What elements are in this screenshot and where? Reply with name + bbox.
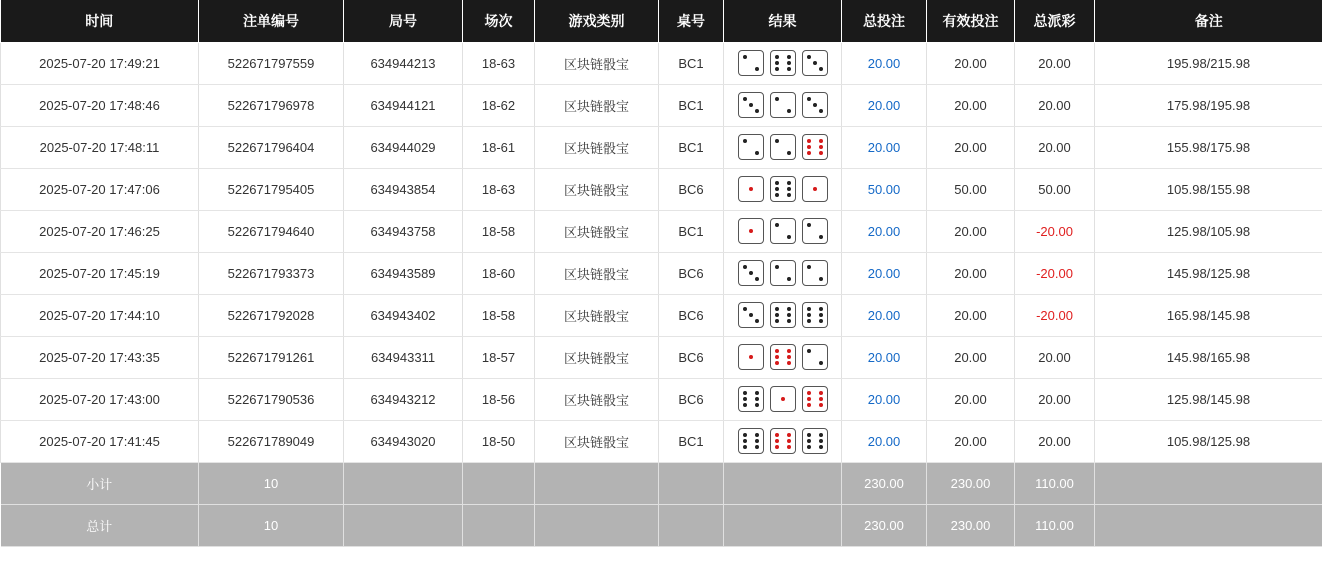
- cell-result-dice: [724, 336, 842, 378]
- cell-table-no: BC1: [659, 42, 724, 84]
- dice-6-icon: [770, 50, 796, 76]
- cell-total-pay: -20.00: [1015, 294, 1095, 336]
- cell-valid-bet: 20.00: [927, 252, 1015, 294]
- column-header-session: 场次: [463, 0, 535, 42]
- cell-round-no: 634943311: [344, 336, 463, 378]
- cell-total-bet: 20.00: [842, 336, 927, 378]
- cell-time: 2025-07-20 17:49:21: [1, 42, 199, 84]
- cell-valid-bet: 50.00: [927, 168, 1015, 210]
- cell-game-type: 区块链骰宝: [535, 42, 659, 84]
- dice-3-icon: [738, 302, 764, 328]
- table-row: [1, 210, 1322, 252]
- summary-count: 10: [199, 462, 344, 504]
- cell-total-bet: 20.00: [842, 84, 927, 126]
- cell-session: 18-57: [463, 336, 535, 378]
- dice-6-icon: [802, 302, 828, 328]
- summary-result: [724, 504, 842, 546]
- cell-session: 18-60: [463, 252, 535, 294]
- cell-round-no: 634944121: [344, 84, 463, 126]
- cell-order-no: 522671790536: [199, 378, 344, 420]
- dice-6-icon: [770, 428, 796, 454]
- cell-time: 2025-07-20 17:43:00: [1, 378, 199, 420]
- cell-time: 2025-07-20 17:47:06: [1, 168, 199, 210]
- cell-round-no: 634944029: [344, 126, 463, 168]
- summary-total-pay: 110.00: [1015, 504, 1095, 546]
- cell-result-dice: [724, 168, 842, 210]
- cell-time: 2025-07-20 17:41:45: [1, 420, 199, 462]
- column-header-game_type: 游戏类别: [535, 0, 659, 42]
- cell-time: 2025-07-20 17:48:11: [1, 126, 199, 168]
- table-row: [1, 336, 1322, 378]
- summary-label: 小计: [1, 462, 199, 504]
- cell-session: 18-56: [463, 378, 535, 420]
- dice-6-icon: [738, 386, 764, 412]
- cell-total-bet: 20.00: [842, 294, 927, 336]
- dice-6-icon: [802, 428, 828, 454]
- summary-valid-bet: 230.00: [927, 504, 1015, 546]
- column-header-table_no: 桌号: [659, 0, 724, 42]
- cell-total-pay: 20.00: [1015, 42, 1095, 84]
- cell-remark: 155.98/175.98: [1095, 126, 1322, 168]
- column-header-remark: 备注: [1095, 0, 1322, 42]
- cell-total-bet: 20.00: [842, 126, 927, 168]
- dice-3-icon: [738, 92, 764, 118]
- summary-table-no: [659, 504, 724, 546]
- cell-result-dice: [724, 126, 842, 168]
- cell-order-no: 522671797559: [199, 42, 344, 84]
- table-header: [1, 0, 1322, 42]
- cell-time: 2025-07-20 17:48:46: [1, 84, 199, 126]
- cell-round-no: 634943854: [344, 168, 463, 210]
- cell-round-no: 634943758: [344, 210, 463, 252]
- cell-table-no: BC1: [659, 420, 724, 462]
- dice-2-icon: [802, 260, 828, 286]
- cell-result-dice: [724, 84, 842, 126]
- cell-session: 18-62: [463, 84, 535, 126]
- cell-valid-bet: 20.00: [927, 210, 1015, 252]
- cell-game-type: 区块链骰宝: [535, 252, 659, 294]
- cell-order-no: 522671793373: [199, 252, 344, 294]
- dice-6-icon: [770, 176, 796, 202]
- dice-3-icon: [738, 260, 764, 286]
- cell-table-no: BC6: [659, 294, 724, 336]
- cell-round-no: 634943020: [344, 420, 463, 462]
- cell-valid-bet: 20.00: [927, 336, 1015, 378]
- cell-total-pay: 20.00: [1015, 126, 1095, 168]
- cell-total-pay: 20.00: [1015, 336, 1095, 378]
- cell-total-pay: 20.00: [1015, 84, 1095, 126]
- table-row: [1, 42, 1322, 84]
- cell-time: 2025-07-20 17:43:35: [1, 336, 199, 378]
- cell-remark: 105.98/125.98: [1095, 420, 1322, 462]
- cell-remark: 125.98/105.98: [1095, 210, 1322, 252]
- cell-order-no: 522671796978: [199, 84, 344, 126]
- cell-remark: 195.98/215.98: [1095, 42, 1322, 84]
- cell-session: 18-50: [463, 420, 535, 462]
- cell-session: 18-61: [463, 126, 535, 168]
- cell-table-no: BC1: [659, 84, 724, 126]
- summary-table-no: [659, 462, 724, 504]
- summary-result: [724, 462, 842, 504]
- column-header-valid_bet: 有效投注: [927, 0, 1015, 42]
- dice-3-icon: [802, 50, 828, 76]
- cell-time: 2025-07-20 17:45:19: [1, 252, 199, 294]
- cell-order-no: 522671791261: [199, 336, 344, 378]
- cell-valid-bet: 20.00: [927, 420, 1015, 462]
- cell-time: 2025-07-20 17:44:10: [1, 294, 199, 336]
- cell-order-no: 522671795405: [199, 168, 344, 210]
- cell-round-no: 634943589: [344, 252, 463, 294]
- cell-total-bet: 50.00: [842, 168, 927, 210]
- column-header-order_no: 注单编号: [199, 0, 344, 42]
- summary-game-type: [535, 462, 659, 504]
- cell-remark: 145.98/165.98: [1095, 336, 1322, 378]
- table-row: [1, 378, 1322, 420]
- column-header-total_bet: 总投注: [842, 0, 927, 42]
- cell-table-no: BC1: [659, 126, 724, 168]
- summary-round-no: [344, 462, 463, 504]
- cell-remark: 165.98/145.98: [1095, 294, 1322, 336]
- summary-session: [463, 462, 535, 504]
- dice-6-icon: [802, 134, 828, 160]
- summary-total-bet: 230.00: [842, 462, 927, 504]
- table-row: [1, 126, 1322, 168]
- cell-session: 18-58: [463, 294, 535, 336]
- dice-3-icon: [802, 92, 828, 118]
- cell-time: 2025-07-20 17:46:25: [1, 210, 199, 252]
- dice-6-icon: [770, 302, 796, 328]
- column-header-round_no: 局号: [344, 0, 463, 42]
- dice-2-icon: [738, 134, 764, 160]
- cell-result-dice: [724, 294, 842, 336]
- summary-remark: [1095, 462, 1322, 504]
- cell-total-bet: 20.00: [842, 42, 927, 84]
- cell-game-type: 区块链骰宝: [535, 84, 659, 126]
- cell-valid-bet: 20.00: [927, 42, 1015, 84]
- dice-2-icon: [770, 218, 796, 244]
- cell-remark: 145.98/125.98: [1095, 252, 1322, 294]
- cell-valid-bet: 20.00: [927, 294, 1015, 336]
- cell-valid-bet: 20.00: [927, 378, 1015, 420]
- cell-session: 18-58: [463, 210, 535, 252]
- cell-total-bet: 20.00: [842, 252, 927, 294]
- cell-round-no: 634943212: [344, 378, 463, 420]
- cell-table-no: BC6: [659, 378, 724, 420]
- summary-count: 10: [199, 504, 344, 546]
- cell-round-no: 634943402: [344, 294, 463, 336]
- cell-session: 18-63: [463, 42, 535, 84]
- dice-2-icon: [802, 344, 828, 370]
- cell-total-pay: -20.00: [1015, 210, 1095, 252]
- summary-total-pay: 110.00: [1015, 462, 1095, 504]
- table-row: [1, 294, 1322, 336]
- cell-remark: 105.98/155.98: [1095, 168, 1322, 210]
- cell-table-no: BC1: [659, 210, 724, 252]
- cell-game-type: 区块链骰宝: [535, 210, 659, 252]
- cell-remark: 125.98/145.98: [1095, 378, 1322, 420]
- dice-2-icon: [770, 134, 796, 160]
- cell-result-dice: [724, 252, 842, 294]
- table-row: [1, 252, 1322, 294]
- column-header-time: 时间: [1, 0, 199, 42]
- cell-game-type: 区块链骰宝: [535, 168, 659, 210]
- dice-1-icon: [770, 386, 796, 412]
- cell-total-bet: 20.00: [842, 420, 927, 462]
- cell-table-no: BC6: [659, 336, 724, 378]
- dice-1-icon: [802, 176, 828, 202]
- summary-label: 总计: [1, 504, 199, 546]
- cell-order-no: 522671794640: [199, 210, 344, 252]
- table-row: [1, 168, 1322, 210]
- table-body: [1, 42, 1322, 546]
- cell-order-no: 522671789049: [199, 420, 344, 462]
- summary-remark: [1095, 504, 1322, 546]
- cell-table-no: BC6: [659, 168, 724, 210]
- summary-game-type: [535, 504, 659, 546]
- column-header-result: 结果: [724, 0, 842, 42]
- cell-result-dice: [724, 378, 842, 420]
- cell-table-no: BC6: [659, 252, 724, 294]
- dice-6-icon: [802, 386, 828, 412]
- cell-total-bet: 20.00: [842, 378, 927, 420]
- dice-6-icon: [770, 344, 796, 370]
- summary-valid-bet: 230.00: [927, 462, 1015, 504]
- cell-round-no: 634944213: [344, 42, 463, 84]
- cell-session: 18-63: [463, 168, 535, 210]
- cell-total-pay: -20.00: [1015, 252, 1095, 294]
- cell-total-pay: 50.00: [1015, 168, 1095, 210]
- dice-2-icon: [738, 50, 764, 76]
- dice-1-icon: [738, 218, 764, 244]
- cell-game-type: 区块链骰宝: [535, 420, 659, 462]
- column-header-total_pay: 总派彩: [1015, 0, 1095, 42]
- cell-remark: 175.98/195.98: [1095, 84, 1322, 126]
- cell-valid-bet: 20.00: [927, 126, 1015, 168]
- summary-session: [463, 504, 535, 546]
- dice-1-icon: [738, 176, 764, 202]
- dice-2-icon: [770, 92, 796, 118]
- dice-6-icon: [738, 428, 764, 454]
- cell-game-type: 区块链骰宝: [535, 294, 659, 336]
- dice-2-icon: [802, 218, 828, 244]
- cell-total-pay: 20.00: [1015, 420, 1095, 462]
- cell-order-no: 522671792028: [199, 294, 344, 336]
- cell-game-type: 区块链骰宝: [535, 378, 659, 420]
- summary-row: [1, 504, 1322, 546]
- cell-result-dice: [724, 210, 842, 252]
- table-row: [1, 420, 1322, 462]
- cell-result-dice: [724, 42, 842, 84]
- cell-total-bet: 20.00: [842, 210, 927, 252]
- dice-2-icon: [770, 260, 796, 286]
- dice-1-icon: [738, 344, 764, 370]
- cell-game-type: 区块链骰宝: [535, 336, 659, 378]
- cell-valid-bet: 20.00: [927, 84, 1015, 126]
- cell-game-type: 区块链骰宝: [535, 126, 659, 168]
- cell-order-no: 522671796404: [199, 126, 344, 168]
- cell-total-pay: 20.00: [1015, 378, 1095, 420]
- summary-row: [1, 462, 1322, 504]
- cell-result-dice: [724, 420, 842, 462]
- summary-round-no: [344, 504, 463, 546]
- table-header-row: [1, 0, 1322, 42]
- table-row: [1, 84, 1322, 126]
- summary-total-bet: 230.00: [842, 504, 927, 546]
